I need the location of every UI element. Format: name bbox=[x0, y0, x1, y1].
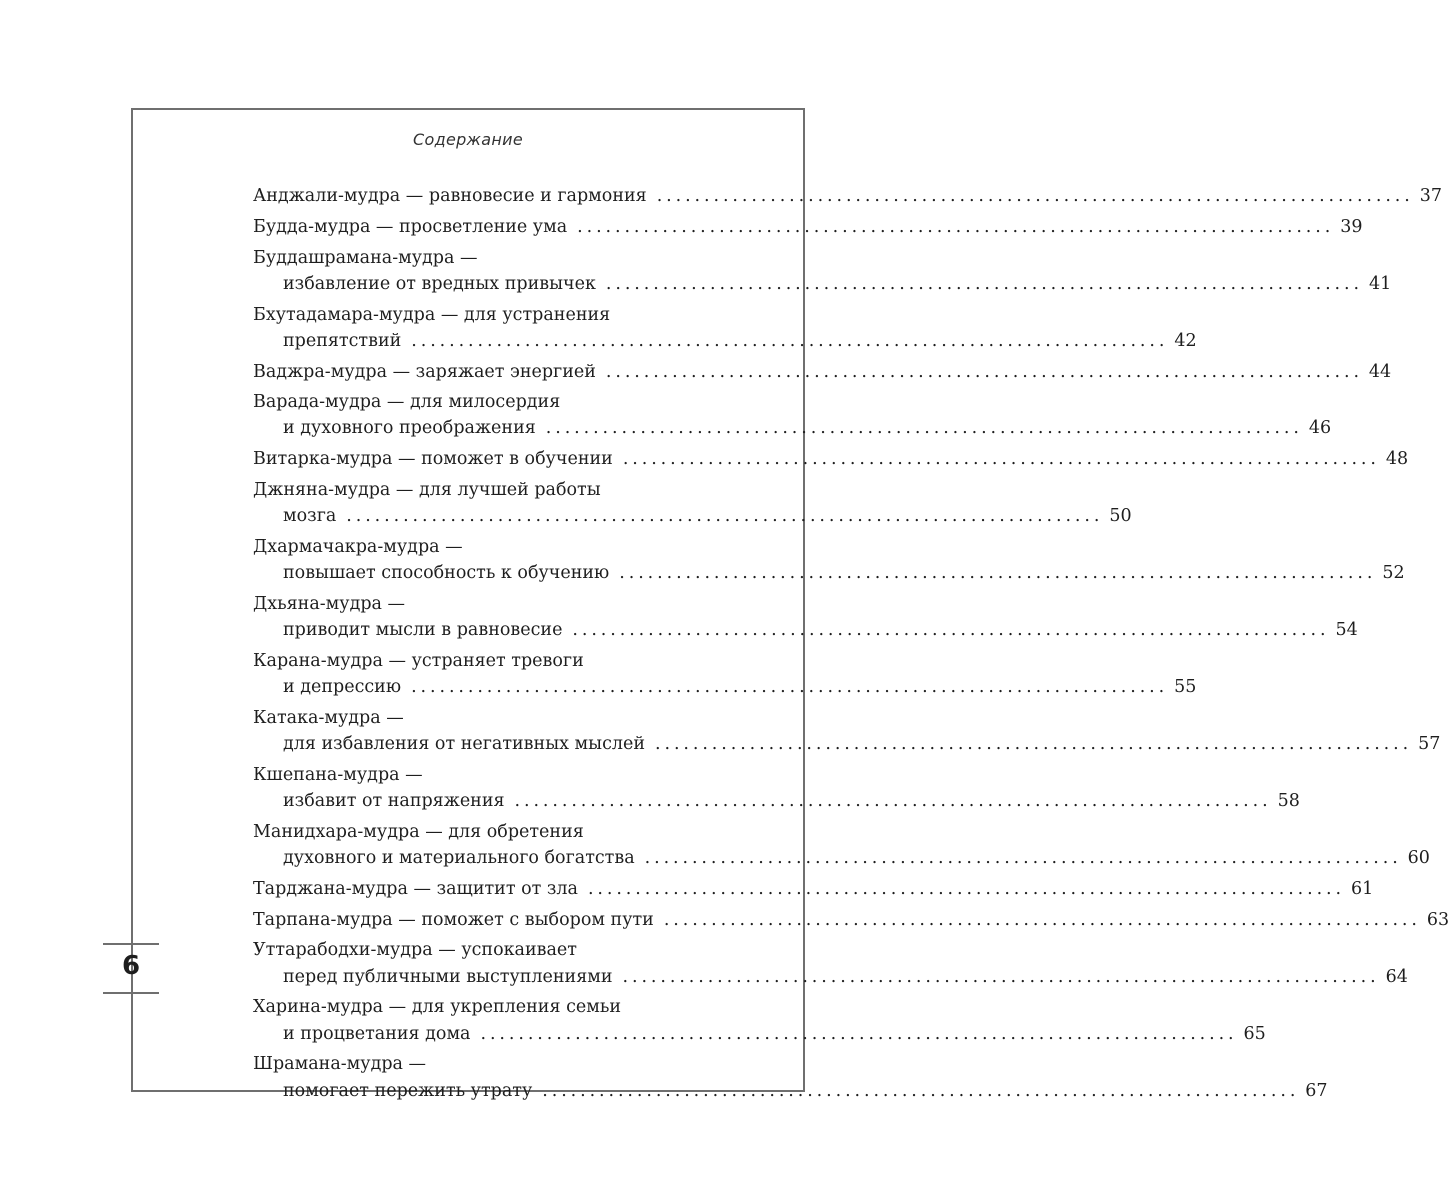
toc-entry bbox=[253, 648, 1197, 700]
dot-leader: ................................................................................ bbox=[346, 506, 1104, 527]
toc-page-number: 61 bbox=[1350, 878, 1374, 899]
toc-entry-line bbox=[253, 937, 710, 963]
toc-entry bbox=[253, 705, 1441, 757]
toc-entry-continuation bbox=[253, 560, 1405, 586]
toc-entry-title: Ваджра-мудра — заряжает энергией bbox=[253, 361, 596, 382]
dot-leader: ................................................................................ bbox=[605, 273, 1363, 294]
toc-entry-line bbox=[253, 446, 1409, 472]
toc-entry bbox=[253, 591, 1358, 643]
toc-page-number: 41 bbox=[1368, 273, 1392, 294]
dot-leader: ................................................................................ bbox=[619, 563, 1377, 584]
toc-entry bbox=[253, 359, 1392, 385]
toc-entry-title: для избавления от негативных мыслей bbox=[283, 734, 646, 755]
toc-page-number: 52 bbox=[1382, 563, 1405, 584]
toc-entry-title: Бхутадамара-мудра — для устранения bbox=[253, 304, 611, 325]
toc-entry-continuation bbox=[253, 845, 1430, 871]
running-header: Содержание bbox=[413, 130, 523, 149]
toc-entry-continuation bbox=[253, 503, 1132, 529]
toc-entry-line bbox=[253, 389, 710, 415]
toc-entry-continuation bbox=[253, 674, 1197, 700]
toc-page-number: 65 bbox=[1243, 1023, 1266, 1044]
dot-leader: ................................................................................ bbox=[663, 909, 1421, 930]
toc-entry bbox=[253, 446, 1409, 472]
dot-leader: ................................................................................ bbox=[644, 848, 1402, 869]
toc-entry-title: Манидхара-мудра — для обретения bbox=[253, 821, 584, 842]
toc-entry bbox=[253, 937, 1408, 989]
toc-entry bbox=[253, 214, 1363, 240]
toc-page-number: 48 bbox=[1385, 449, 1409, 470]
toc-entry bbox=[253, 245, 1392, 297]
toc-entry bbox=[253, 876, 1374, 902]
toc-entry-title: Буддашрамана-мудра — bbox=[253, 247, 478, 268]
page-number-block bbox=[103, 943, 159, 993]
toc-entry-title: Тарпана-мудра — поможет с выбором пути bbox=[253, 909, 654, 930]
toc-page-number: 55 bbox=[1174, 677, 1197, 698]
page-number-rule-top bbox=[103, 943, 159, 945]
toc-entry-title: и депрессию bbox=[283, 677, 402, 698]
toc-entry-line bbox=[253, 183, 1443, 209]
toc-entry-line bbox=[253, 907, 1449, 933]
toc-entry bbox=[253, 1051, 1328, 1103]
dot-leader: ................................................................................ bbox=[572, 620, 1330, 641]
toc-entry bbox=[253, 762, 1300, 814]
toc-entry-title: духовного и материального богатства bbox=[283, 848, 635, 869]
toc-entry bbox=[253, 183, 1443, 209]
toc-page-number: 58 bbox=[1277, 791, 1300, 812]
toc-entry-title: Шрамана-мудра — bbox=[253, 1054, 427, 1075]
toc-entry-title: мозга bbox=[283, 506, 337, 527]
toc-entry-title: избавление от вредных привычек bbox=[283, 273, 596, 294]
toc-page-number: 64 bbox=[1385, 966, 1408, 987]
toc-page-number: 63 bbox=[1426, 909, 1449, 930]
toc-entry bbox=[253, 907, 1449, 933]
dot-leader: ................................................................................ bbox=[655, 734, 1413, 755]
toc-entry-line bbox=[253, 302, 710, 328]
toc-entry-continuation bbox=[253, 964, 1408, 990]
toc-entry-line bbox=[253, 591, 710, 617]
toc-entry-line bbox=[253, 762, 710, 788]
toc-entry-line bbox=[253, 648, 710, 674]
toc-entry-title: Джняна-мудра — для лучшей работы bbox=[253, 480, 601, 501]
toc-page-number: 44 bbox=[1368, 361, 1392, 382]
toc-entry-line bbox=[253, 705, 710, 731]
dot-leader: ................................................................................ bbox=[514, 791, 1272, 812]
toc-entry-title: Харина-мудра — для укрепления семьи bbox=[253, 997, 622, 1018]
toc-entry-title: помогает пережить утрату bbox=[283, 1080, 533, 1101]
toc-page-number: 54 bbox=[1335, 620, 1358, 641]
toc-entry-title: Дхармачакра-мудра — bbox=[253, 537, 463, 557]
toc-entry-title: избавит от напряжения bbox=[283, 791, 505, 812]
toc-page-number: 50 bbox=[1109, 506, 1132, 527]
toc-entry-line bbox=[253, 876, 1374, 902]
toc-entry-title: Тарджана-мудра — защитит от зла bbox=[253, 878, 578, 899]
toc-entry bbox=[253, 994, 1266, 1046]
toc-entry-continuation bbox=[253, 415, 1332, 441]
toc-entry bbox=[253, 389, 1332, 441]
toc-entry-line bbox=[253, 359, 1392, 385]
dot-leader: ................................................................................ bbox=[411, 330, 1169, 351]
toc-entry-continuation bbox=[253, 731, 1441, 757]
toc-entry-title: Витарка-мудра — поможет в обучении bbox=[253, 449, 613, 470]
toc-entry-line bbox=[253, 1051, 710, 1077]
toc-entry-continuation bbox=[253, 328, 1197, 354]
toc-entry-title: перед публичными выступлениями bbox=[283, 966, 613, 987]
page-frame bbox=[131, 108, 1449, 1101]
toc-entry-title: Варада-мудра — для милосердия bbox=[253, 392, 561, 413]
dot-leader: ................................................................................ bbox=[542, 1080, 1300, 1101]
toc-entry-title: Карана-мудра — устраняет тревоги bbox=[253, 650, 584, 671]
toc-entry bbox=[253, 819, 1430, 871]
dot-leader: ................................................................................ bbox=[411, 677, 1169, 698]
toc-entry-title: Анджали-мудра — равновесие и гармония bbox=[253, 186, 647, 206]
toc-page-number: 46 bbox=[1308, 418, 1332, 439]
toc-page-number: 67 bbox=[1305, 1080, 1328, 1101]
toc-page-number: 42 bbox=[1174, 330, 1197, 351]
dot-leader: ................................................................................ bbox=[577, 216, 1335, 237]
toc-entry-continuation bbox=[253, 788, 1300, 814]
toc-entry-title: повышает способность к обучению bbox=[283, 563, 610, 584]
toc-entry-line bbox=[253, 819, 710, 845]
toc-entry bbox=[253, 477, 1132, 529]
toc-entry-title: приводит мысли в равновесие bbox=[283, 620, 563, 641]
toc-page-number: 60 bbox=[1407, 848, 1430, 869]
page-number: 6 bbox=[121, 951, 141, 981]
toc-entry-title: и духовного преображения bbox=[283, 418, 536, 439]
toc-entry-line bbox=[253, 994, 710, 1020]
toc-entry-line bbox=[253, 214, 1363, 240]
toc-entry-continuation bbox=[253, 271, 1392, 297]
toc-entry-title: препятствий bbox=[283, 330, 402, 351]
table-of-contents bbox=[253, 183, 1449, 1108]
toc-entry bbox=[253, 302, 1197, 354]
dot-leader: ................................................................................ bbox=[605, 361, 1363, 382]
dot-leader: ................................................................................ bbox=[545, 418, 1303, 439]
toc-entry-line bbox=[253, 245, 710, 271]
toc-entry-line bbox=[253, 477, 710, 503]
dot-leader: ................................................................................ bbox=[622, 966, 1380, 987]
dot-leader: ................................................................................ bbox=[480, 1023, 1238, 1044]
toc-entry-continuation bbox=[253, 1021, 1266, 1047]
dot-leader: ................................................................................ bbox=[656, 186, 1414, 206]
toc-entry-continuation bbox=[253, 1078, 1328, 1104]
toc-entry-title: Будда-мудра — просветление ума bbox=[253, 216, 568, 237]
toc-entry-line bbox=[253, 534, 710, 560]
toc-page-number: 39 bbox=[1340, 216, 1363, 237]
toc-page-number: 37 bbox=[1419, 186, 1443, 206]
toc-page-number: 57 bbox=[1418, 734, 1441, 755]
toc-entry-title: и процветания дома bbox=[283, 1023, 471, 1044]
toc-entry-title: Уттарабодхи-мудра — успокаивает bbox=[253, 940, 577, 961]
dot-leader: ................................................................................ bbox=[587, 878, 1345, 899]
toc-entry-continuation bbox=[253, 617, 1358, 643]
toc-entry-title: Катака-мудра — bbox=[253, 707, 404, 728]
toc-entry-title: Дхьяна-мудра — bbox=[253, 593, 406, 614]
dot-leader: ................................................................................ bbox=[622, 449, 1380, 470]
toc-entry-title: Кшепана-мудра — bbox=[253, 764, 423, 785]
page-number-rule-bottom bbox=[103, 992, 159, 994]
toc-entry bbox=[253, 534, 1405, 586]
